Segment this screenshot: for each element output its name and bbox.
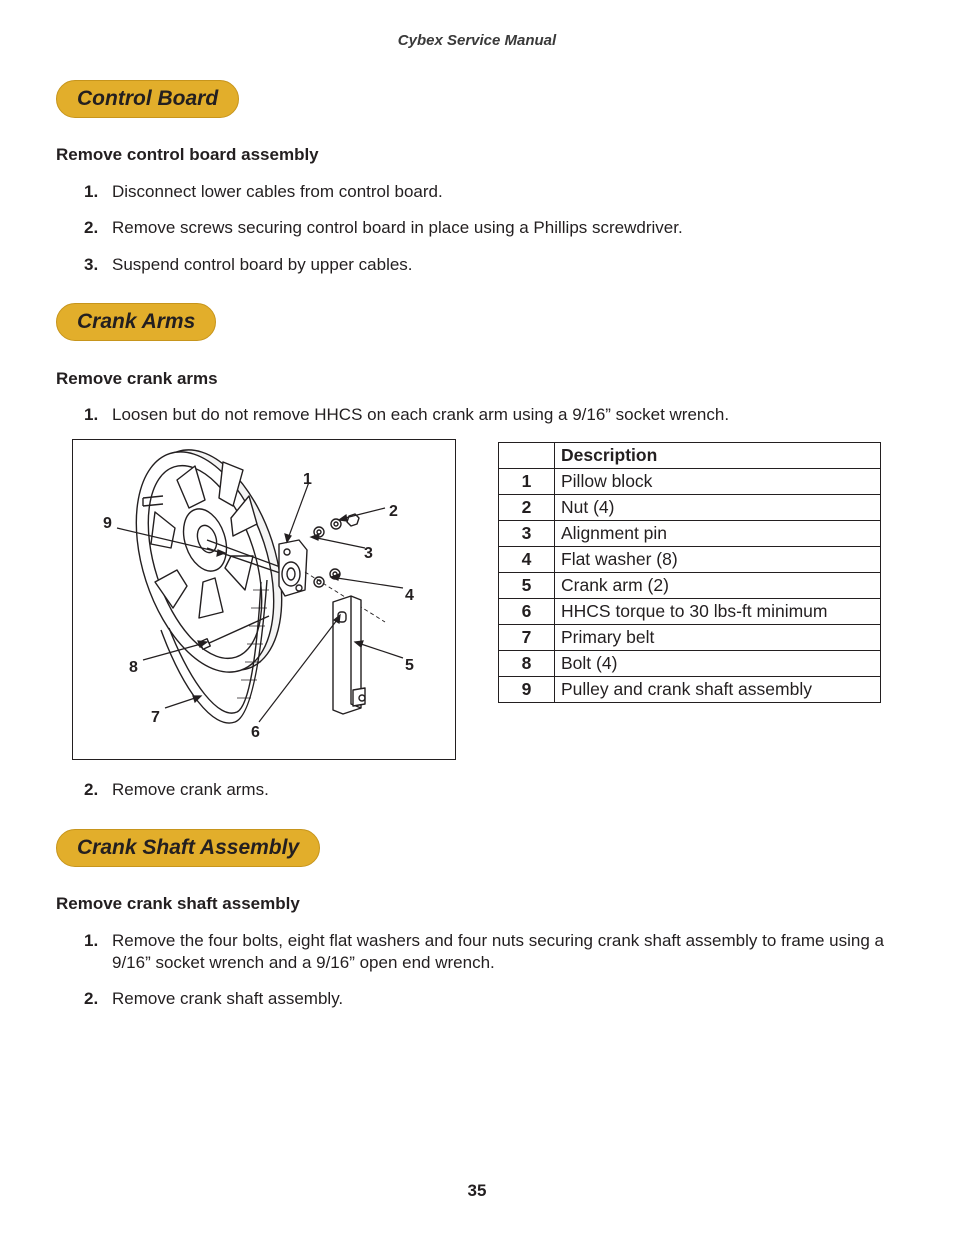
table-row [499,677,881,703]
step-number: 1. [84,405,99,424]
table-header-row [499,443,881,469]
callout-8: 8 [129,659,138,676]
part-number: 7 [499,625,555,651]
table-row [499,651,881,677]
section-heading-control-board: Control Board [56,80,239,118]
step-number: 2. [84,989,99,1008]
step-number: 1. [84,931,99,950]
table-row [499,599,881,625]
step-number: 3. [84,255,99,274]
step-item [84,181,884,203]
callout-1: 1 [303,471,312,488]
part-number: 3 [499,521,555,547]
table-row [499,469,881,495]
part-description: Flat washer (8) [555,547,881,573]
part-description: Bolt (4) [555,651,881,677]
callout-6: 6 [251,724,260,741]
table-row [499,573,881,599]
table-row [499,625,881,651]
table-row [499,521,881,547]
parts-legend-table [498,442,881,703]
exploded-view-figure [72,439,456,760]
part-number: 1 [499,469,555,495]
part-description: HHCS torque to 30 lbs-ft minimum [555,599,881,625]
callout-4: 4 [405,587,414,604]
callout-7: 7 [151,709,160,726]
part-number: 2 [499,495,555,521]
section-heading-crank-arms: Crank Arms [56,303,216,341]
step-number: 2. [84,780,99,799]
part-description: Pillow block [555,469,881,495]
part-description: Alignment pin [555,521,881,547]
step-item [84,779,884,801]
step-item [84,217,884,239]
subheading-remove-crank-arms: Remove crank arms [56,369,218,388]
step-text: Remove the four bolts, eight flat washers and four nuts securing crank shaft assembly to frame using a 9/16” socket wrench and a 9/16” open end wrench. [112,931,884,972]
part-number: 4 [499,547,555,573]
part-number: 6 [499,599,555,625]
callout-5: 5 [405,657,414,674]
callout-3: 3 [364,545,373,562]
part-description: Nut (4) [555,495,881,521]
subheading-remove-control-board: Remove control board assembly [56,145,319,164]
callout-9: 9 [103,515,112,532]
page-number: 35 [467,1181,487,1200]
step-text: Loosen but do not remove HHCS on each crank arm using a 9/16” socket wrench. [112,405,730,424]
part-number: 9 [499,677,555,703]
step-item [84,404,884,426]
step-number: 2. [84,218,99,237]
running-header: Cybex Service Manual [397,32,557,49]
part-description: Primary belt [555,625,881,651]
subheading-remove-crank-shaft: Remove crank shaft assembly [56,894,300,913]
crank-assembly-illustration [73,440,455,759]
step-number: 1. [84,182,99,201]
table-row [499,495,881,521]
step-text: Disconnect lower cables from control board. [112,182,443,201]
part-description: Pulley and crank shaft assembly [555,677,881,703]
section-heading-crank-shaft-assembly: Crank Shaft Assembly [56,829,320,867]
header-cell-number [499,443,555,469]
step-text: Remove crank shaft assembly. [112,989,344,1008]
callout-2: 2 [389,503,398,520]
step-text: Remove crank arms. [112,780,269,799]
step-item [84,988,884,1010]
part-number: 8 [499,651,555,677]
step-text: Suspend control board by upper cables. [112,255,413,274]
part-description: Crank arm (2) [555,573,881,599]
part-number: 5 [499,573,555,599]
step-item [84,930,884,974]
header-cell-description: Description [555,443,881,469]
table-row [499,547,881,573]
step-text: Remove screws securing control board in place using a Phillips screwdriver. [112,218,683,237]
step-item [84,254,884,276]
